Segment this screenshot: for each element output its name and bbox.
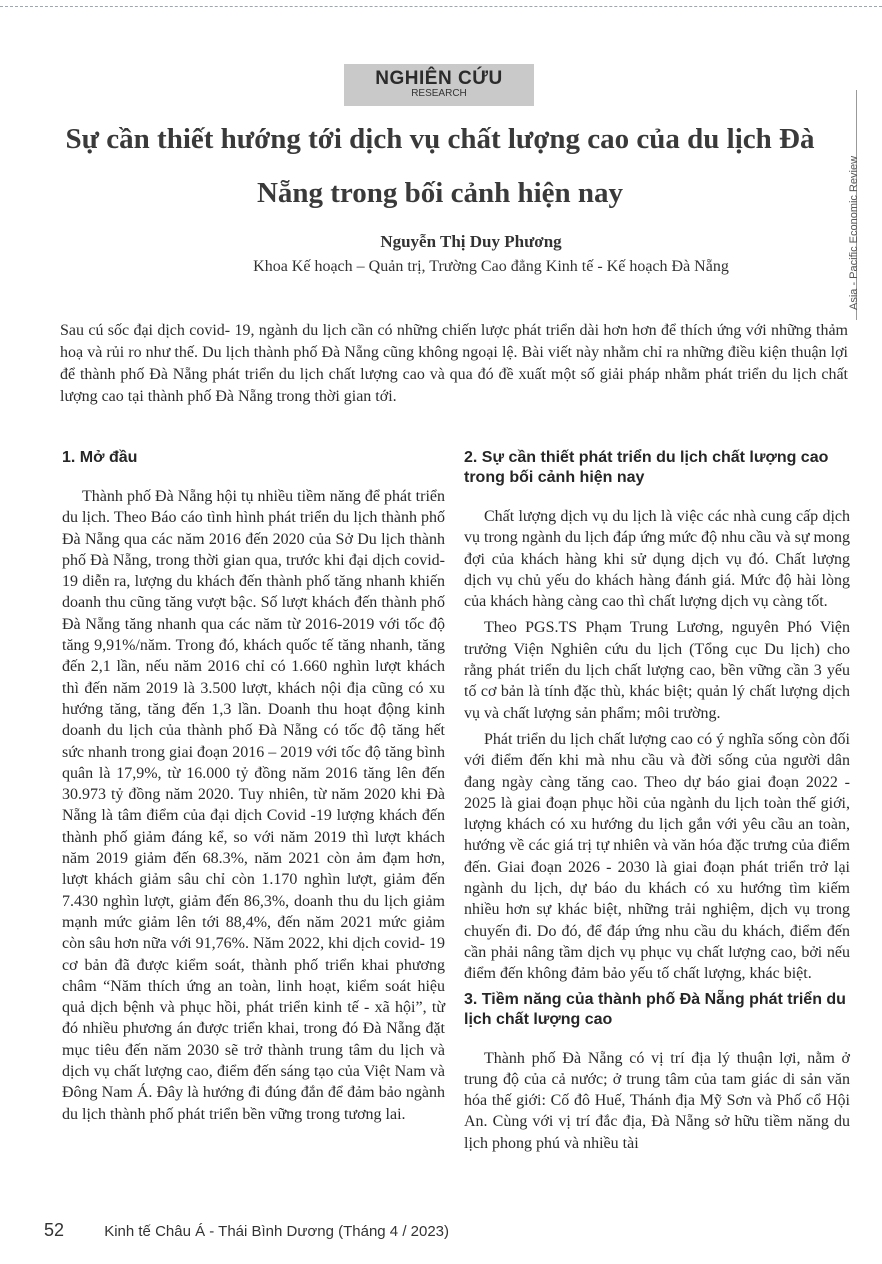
section-label: NGHIÊN CỨU: [375, 68, 503, 89]
right-column: [464, 448, 850, 1159]
paragraph: Thành phố Đà Nẵng có vị trí địa lý thuận lợi, nằm ở trung độ của cả nước; ở trung tâm của tam giác di sản văn hóa thế giới: Cố đô Huế, Thánh địa Mỹ Sơn và Phố cổ Hội An. Cùng với vị trí đắc địa, Đà Nẵng sở hữu tiềm năng du lịch phong phú và nhiều tài: [464, 1049, 850, 1152]
paragraph: Thành phố Đà Nẵng hội tụ nhiều tiềm năng để phát triển du lịch. Theo Báo cáo tình hình phát triển du lịch thành phố Đà Nẵng qua các năm 2016 đến 2020 của Sở Du lịch thành phố Đà Nẵng, trong thời gian qua, trước khi đại dịch covid- 19 diễn ra, lượng du khách đến thành phố tăng nhanh khiến doanh thu cũng tăng vượt bậc. Số lượt khách đến thành phố Đà Nẵng tăng nhanh qua các năm từ 2016-2019 với tốc độ tăng 9,91%/năm. Trong đó, khách quốc tế tăng nhanh, tăng đến 2,1 lần, nếu năm 2016 chỉ có 1.660 nghìn lượt khách thì đến năm 2019 là 3.500 lượt, khách nội địa cũng có xu hướng tăng, tăng đến 1,3 lần. Doanh thu hoạt động kinh doanh du lịch của thành phố Đà Nẵng có tốc độ tăng hết sức nhanh trong giai đoạn 2016 – 2019 với tốc độ tăng bình quân là 17,9%, từ 16.000 tỷ đồng năm 2016 tăng lên đến 30.973 tỷ đồng năm 2020. Tuy nhiên, từ năm 2020 khi Đà Nẵng là tâm điểm của đại dịch Covid -19 lượng khách đến thành phố giảm đáng kể, so với năm 2019 thì lượt khách năm 2019 giảm đến 68.3%, năm 2021 còn ảm đạm hơn, lượt khách giảm sâu chỉ còn 1.170 nghìn lượt, giảm đến 7.430 nghìn lượt, giảm đến 86,3%, doanh thu du lịch giảm mạnh mức giảm lên tới 88,4%, đến năm 2021 mức giảm còn sâu hơn nữa với 91,76%. Năm 2022, khi dịch covid- 19 cơ bản đã được kiểm soát, thành phố triển khai phương châm “Năm thích ứng an toàn, linh hoạt, kiểm soát hiệu quả dịch bệnh và phục hồi, phát triển kinh tế - xã hội”, từ đó nhiều phương án được triển khai, trong đó Đà Nẵng đặt mục tiêu đến năm 2030 sẽ trở thành trung tâm du lịch và dịch vụ chất lượng cao, điểm đến sáng tạo của Việt Nam và Đông Nam Á. Đây là hướng đi đúng đắn để đảm bảo ngành du lịch thành phố phát triển bền vững trong tương lai.: [62, 488, 445, 1123]
section-heading-3: 3. Tiềm năng của thành phố Đà Nẵng phát triển du lịch chất lượng cao: [464, 990, 846, 1028]
journal-issue: (Tháng 4 / 2023): [338, 1223, 450, 1240]
paragraph: Chất lượng dịch vụ du lịch là việc các nhà cung cấp dịch vụ trong ngành du lịch đáp ứng mức độ nhu cầu và sự mong đợi của khách hàng khi sử dụng dịch vụ đó. Chất lượng dịch vụ chủ yếu do khách hàng đánh giá. Mức độ hài lòng của khách hàng càng cao thì chất lượng dịch vụ càng tốt.: [464, 508, 850, 611]
abstract: Sau cú sốc đại dịch covid- 19, ngành du lịch cần có những chiến lược phát triển dài hơn hơn để thích ứng với những thảm hoạ và rủi ro như thế. Du lịch thành phố Đà Nẵng cũng không ngoại lệ. Bài viết này nhằm chỉ ra những điều kiện thuận lợi để thành phố Đà Nẵng phát triển du lịch chất lượng cao và qua đó đề xuất một số giải pháp nhằm phát triển du lịch chất lượng cao tại thành phố Đà Nẵng trong thời gian tới.: [60, 322, 848, 405]
side-journal-text: Asia - Pacific Economic Review: [848, 155, 860, 310]
paragraph: Phát triển du lịch chất lượng cao có ý nghĩa sống còn đối với điểm đến khi mà nhu cầu và đời sống của người dân đang ngày càng tăng cao. Theo dự báo giai đoạn 2022 - 2025 là giai đoạn phục hồi của ngành du lịch toàn thế giới, lượng khách có xu hướng du lịch gắn với yêu cầu an toàn, hướng về các giá trị tự nhiên và văn hóa đặc trưng của điểm đến. Giai đoạn 2026 - 2030 là giai đoạn phát triển trở lại ngành du lịch, dự báo du khách có xu hướng tìm kiếm nhiều hơn sự khác biệt, những trải nghiệm, dịch vụ trong chuyến đi. Do đó, để đáp ứng nhu cầu du khách, điểm đến cần phải nâng tầm dịch vụ phục vụ chất lượng cao, bởi nếu điểm đến không đảm bảo yếu tố chất lượng, khác biệt.: [464, 730, 850, 983]
left-column: [62, 448, 445, 1130]
section-heading-2: 2. Sự cần thiết phát triển du lịch chất lượng cao trong bối cảnh hiện nay: [464, 449, 829, 486]
page-number: 52: [44, 1220, 65, 1240]
journal-name: Kinh tế Châu Á - Thái Bình Dương: [104, 1223, 334, 1240]
page-footer: [44, 1220, 844, 1241]
section-sublabel: RESEARCH: [411, 88, 467, 99]
top-dashed-rule: [0, 6, 882, 7]
section-heading-1: 1. Mở đầu: [62, 449, 138, 466]
section-banner: [344, 64, 534, 106]
paragraph: Theo PGS.TS Phạm Trung Lương, nguyên Phó Viện trưởng Viện Nghiên cứu du lịch (Tổng cục Du lịch) cho rằng phát triển du lịch chất lượng cao, bền vững cần 3 yếu tố cơ bản là tính đặc thù, khác biệt; quản lý chất lượng dịch vụ và chất lượng sản phẩm; môi trường.: [464, 619, 850, 722]
author-affiliation: Khoa Kế hoạch – Quản trị, Trường Cao đẳng Kinh tế - Kế hoạch Đà Nẵng: [253, 258, 729, 275]
author-name: Nguyễn Thị Duy Phương: [380, 232, 562, 251]
article-title: Sự cần thiết hướng tới dịch vụ chất lượng cao của du lịch Đà Nẵng trong bối cảnh hiện nay: [65, 123, 815, 209]
